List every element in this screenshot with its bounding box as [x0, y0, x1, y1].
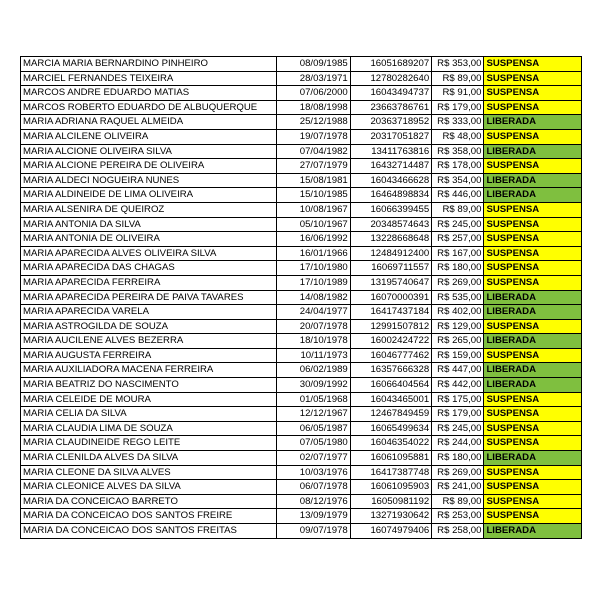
birth-date-cell: 30/09/1992	[277, 378, 350, 393]
table-row	[21, 305, 582, 320]
table-row	[21, 261, 582, 276]
birth-date-cell: 09/07/1978	[277, 524, 350, 539]
birth-date-cell: 01/05/1968	[277, 392, 350, 407]
name-cell: MARIA CELIA DA SILVA	[21, 407, 277, 422]
birth-date-cell: 17/10/1989	[277, 275, 350, 290]
birth-date-cell: 08/12/1976	[277, 494, 350, 509]
status-cell: SUSPENSA	[484, 392, 582, 407]
table-row	[21, 290, 582, 305]
status-cell: SUSPENSA	[484, 465, 582, 480]
spreadsheet	[20, 56, 582, 539]
id-number-cell: 16061095881	[350, 451, 431, 466]
value-cell: R$ 89,00	[432, 202, 484, 217]
table-row	[21, 465, 582, 480]
id-number-cell: 16069711557	[350, 261, 431, 276]
id-number-cell: 16417437184	[350, 305, 431, 320]
status-cell: SUSPENSA	[484, 407, 582, 422]
value-cell: R$ 180,00	[432, 451, 484, 466]
birth-date-cell: 24/04/1977	[277, 305, 350, 320]
name-cell: MARCIEL FERNANDES TEIXEIRA	[21, 71, 277, 86]
table-row	[21, 524, 582, 539]
name-cell: MARIA ALCIONE PEREIRA DE OLIVEIRA	[21, 159, 277, 174]
name-cell: MARIA CLEONE DA SILVA ALVES	[21, 465, 277, 480]
birth-date-cell: 10/08/1967	[277, 202, 350, 217]
table-row	[21, 115, 582, 130]
value-cell: R$ 535,00	[432, 290, 484, 305]
value-cell: R$ 402,00	[432, 305, 484, 320]
birth-date-cell: 15/10/1985	[277, 188, 350, 203]
status-cell: LIBERADA	[484, 451, 582, 466]
id-number-cell: 12991507812	[350, 319, 431, 334]
status-cell: SUSPENSA	[484, 71, 582, 86]
id-number-cell: 16066404564	[350, 378, 431, 393]
birth-date-cell: 02/07/1977	[277, 451, 350, 466]
status-cell: SUSPENSA	[484, 509, 582, 524]
id-number-cell: 16464898834	[350, 188, 431, 203]
status-cell: SUSPENSA	[484, 232, 582, 247]
birth-date-cell: 06/07/1978	[277, 480, 350, 495]
name-cell: MARIA ALDINEIDE DE LIMA OLIVEIRA	[21, 188, 277, 203]
birth-date-cell: 05/10/1967	[277, 217, 350, 232]
status-cell: SUSPENSA	[484, 100, 582, 115]
value-cell: R$ 89,00	[432, 494, 484, 509]
birth-date-cell: 10/03/1976	[277, 465, 350, 480]
table-row	[21, 86, 582, 101]
status-cell: LIBERADA	[484, 188, 582, 203]
name-cell: MARIA ALSENIRA DE QUEIROZ	[21, 202, 277, 217]
status-cell: SUSPENSA	[484, 494, 582, 509]
birth-date-cell: 20/07/1978	[277, 319, 350, 334]
birth-date-cell: 13/09/1979	[277, 509, 350, 524]
status-cell: LIBERADA	[484, 173, 582, 188]
id-number-cell: 13228668648	[350, 232, 431, 247]
table-row	[21, 319, 582, 334]
table-row	[21, 334, 582, 349]
id-number-cell: 20363718952	[350, 115, 431, 130]
birth-date-cell: 07/06/2000	[277, 86, 350, 101]
status-cell: SUSPENSA	[484, 202, 582, 217]
status-cell: SUSPENSA	[484, 480, 582, 495]
id-number-cell: 16046354022	[350, 436, 431, 451]
value-cell: R$ 179,00	[432, 100, 484, 115]
id-number-cell: 13271930642	[350, 509, 431, 524]
id-number-cell: 16051689207	[350, 57, 431, 72]
table-row	[21, 407, 582, 422]
value-cell: R$ 265,00	[432, 334, 484, 349]
value-cell: R$ 269,00	[432, 275, 484, 290]
value-cell: R$ 48,00	[432, 129, 484, 144]
name-cell: MARIA ANTONIA DE OLIVEIRA	[21, 232, 277, 247]
table-row	[21, 144, 582, 159]
name-cell: MARIA BEATRIZ DO NASCIMENTO	[21, 378, 277, 393]
name-cell: MARIA CELEIDE DE MOURA	[21, 392, 277, 407]
table-row	[21, 392, 582, 407]
id-number-cell: 20348574643	[350, 217, 431, 232]
table-row	[21, 509, 582, 524]
id-number-cell: 16066399455	[350, 202, 431, 217]
id-number-cell: 16046777462	[350, 348, 431, 363]
id-number-cell: 13195740647	[350, 275, 431, 290]
birth-date-cell: 16/06/1992	[277, 232, 350, 247]
name-cell: MARIA ASTROGILDA DE SOUZA	[21, 319, 277, 334]
name-cell: MARCOS ANDRE EDUARDO MATIAS	[21, 86, 277, 101]
birth-date-cell: 19/07/1978	[277, 129, 350, 144]
birth-date-cell: 27/07/1979	[277, 159, 350, 174]
status-cell: LIBERADA	[484, 378, 582, 393]
id-number-cell: 20317051827	[350, 129, 431, 144]
id-number-cell: 12780282640	[350, 71, 431, 86]
status-cell: LIBERADA	[484, 363, 582, 378]
value-cell: R$ 159,00	[432, 348, 484, 363]
table-row	[21, 480, 582, 495]
birth-date-cell: 16/01/1966	[277, 246, 350, 261]
status-cell: LIBERADA	[484, 290, 582, 305]
name-cell: MARIA CLAUDIA LIMA DE SOUZA	[21, 421, 277, 436]
table-row	[21, 159, 582, 174]
name-cell: MARIA DA CONCEICAO DOS SANTOS FREITAS	[21, 524, 277, 539]
birth-date-cell: 12/12/1967	[277, 407, 350, 422]
table-row	[21, 348, 582, 363]
value-cell: R$ 358,00	[432, 144, 484, 159]
value-cell: R$ 258,00	[432, 524, 484, 539]
name-cell: MARIA ALCIONE OLIVEIRA SILVA	[21, 144, 277, 159]
id-number-cell: 12484912400	[350, 246, 431, 261]
name-cell: MARCOS ROBERTO EDUARDO DE ALBUQUERQUE	[21, 100, 277, 115]
table-body	[21, 57, 582, 539]
table-row	[21, 378, 582, 393]
value-cell: R$ 175,00	[432, 392, 484, 407]
value-cell: R$ 129,00	[432, 319, 484, 334]
name-cell: MARIA AUCILENE ALVES BEZERRA	[21, 334, 277, 349]
name-cell: MARIA CLAUDINEIDE REGO LEITE	[21, 436, 277, 451]
name-cell: MARIA APARECIDA ALVES OLIVEIRA SILVA	[21, 246, 277, 261]
birth-date-cell: 25/12/1988	[277, 115, 350, 130]
id-number-cell: 16061095903	[350, 480, 431, 495]
table-row	[21, 173, 582, 188]
id-number-cell: 16050981192	[350, 494, 431, 509]
value-cell: R$ 447,00	[432, 363, 484, 378]
table-row	[21, 57, 582, 72]
name-cell: MARIA AUGUSTA FERREIRA	[21, 348, 277, 363]
value-cell: R$ 91,00	[432, 86, 484, 101]
name-cell: MARIA AUXILIADORA MACENA FERREIRA	[21, 363, 277, 378]
id-number-cell: 16070000391	[350, 290, 431, 305]
table-row	[21, 421, 582, 436]
value-cell: R$ 442,00	[432, 378, 484, 393]
table-row	[21, 436, 582, 451]
status-cell: SUSPENSA	[484, 275, 582, 290]
value-cell: R$ 178,00	[432, 159, 484, 174]
birth-date-cell: 07/05/1980	[277, 436, 350, 451]
name-cell: MARIA DA CONCEICAO BARRETO	[21, 494, 277, 509]
data-table	[20, 56, 582, 539]
name-cell: MARCIA MARIA BERNARDINO PINHEIRO	[21, 57, 277, 72]
value-cell: R$ 180,00	[432, 261, 484, 276]
value-cell: R$ 353,00	[432, 57, 484, 72]
name-cell: MARIA ALCILENE OLIVEIRA	[21, 129, 277, 144]
status-cell: LIBERADA	[484, 334, 582, 349]
name-cell: MARIA APARECIDA FERREIRA	[21, 275, 277, 290]
id-number-cell: 16002424722	[350, 334, 431, 349]
value-cell: R$ 167,00	[432, 246, 484, 261]
value-cell: R$ 446,00	[432, 188, 484, 203]
table-row	[21, 129, 582, 144]
value-cell: R$ 241,00	[432, 480, 484, 495]
birth-date-cell: 15/08/1981	[277, 173, 350, 188]
id-number-cell: 16417387748	[350, 465, 431, 480]
id-number-cell: 16043494737	[350, 86, 431, 101]
table-row	[21, 494, 582, 509]
status-cell: SUSPENSA	[484, 261, 582, 276]
value-cell: R$ 245,00	[432, 421, 484, 436]
status-cell: SUSPENSA	[484, 348, 582, 363]
id-number-cell: 16065499634	[350, 421, 431, 436]
value-cell: R$ 253,00	[432, 509, 484, 524]
name-cell: MARIA CLENILDA ALVES DA SILVA	[21, 451, 277, 466]
status-cell: LIBERADA	[484, 305, 582, 320]
value-cell: R$ 354,00	[432, 173, 484, 188]
birth-date-cell: 10/11/1973	[277, 348, 350, 363]
status-cell: SUSPENSA	[484, 246, 582, 261]
table-row	[21, 232, 582, 247]
status-cell: SUSPENSA	[484, 421, 582, 436]
id-number-cell: 23663786761	[350, 100, 431, 115]
id-number-cell: 16074979406	[350, 524, 431, 539]
table-row	[21, 451, 582, 466]
birth-date-cell: 17/10/1980	[277, 261, 350, 276]
value-cell: R$ 269,00	[432, 465, 484, 480]
table-row	[21, 217, 582, 232]
value-cell: R$ 244,00	[432, 436, 484, 451]
name-cell: MARIA APARECIDA DAS CHAGAS	[21, 261, 277, 276]
status-cell: LIBERADA	[484, 524, 582, 539]
name-cell: MARIA APARECIDA VARELA	[21, 305, 277, 320]
status-cell: SUSPENSA	[484, 57, 582, 72]
id-number-cell: 13411763816	[350, 144, 431, 159]
id-number-cell: 16043465001	[350, 392, 431, 407]
birth-date-cell: 14/08/1982	[277, 290, 350, 305]
status-cell: SUSPENSA	[484, 129, 582, 144]
name-cell: MARIA ADRIANA RAQUEL ALMEIDA	[21, 115, 277, 130]
value-cell: R$ 179,00	[432, 407, 484, 422]
birth-date-cell: 08/09/1985	[277, 57, 350, 72]
birth-date-cell: 06/02/1989	[277, 363, 350, 378]
table-row	[21, 363, 582, 378]
table-row	[21, 275, 582, 290]
id-number-cell: 12467849459	[350, 407, 431, 422]
value-cell: R$ 333,00	[432, 115, 484, 130]
value-cell: R$ 245,00	[432, 217, 484, 232]
name-cell: MARIA CLEONICE ALVES DA SILVA	[21, 480, 277, 495]
status-cell: SUSPENSA	[484, 217, 582, 232]
table-row	[21, 188, 582, 203]
status-cell: SUSPENSA	[484, 86, 582, 101]
name-cell: MARIA ALDECI NOGUEIRA NUNES	[21, 173, 277, 188]
value-cell: R$ 89,00	[432, 71, 484, 86]
table-row	[21, 202, 582, 217]
name-cell: MARIA APARECIDA PEREIRA DE PAIVA TAVARES	[21, 290, 277, 305]
value-cell: R$ 257,00	[432, 232, 484, 247]
table-row	[21, 246, 582, 261]
status-cell: LIBERADA	[484, 144, 582, 159]
birth-date-cell: 18/10/1978	[277, 334, 350, 349]
id-number-cell: 16432714487	[350, 159, 431, 174]
status-cell: LIBERADA	[484, 115, 582, 130]
name-cell: MARIA ANTONIA DA SILVA	[21, 217, 277, 232]
status-cell: SUSPENSA	[484, 319, 582, 334]
status-cell: SUSPENSA	[484, 159, 582, 174]
status-cell: SUSPENSA	[484, 436, 582, 451]
birth-date-cell: 18/08/1998	[277, 100, 350, 115]
name-cell: MARIA DA CONCEICAO DOS SANTOS FREIRE	[21, 509, 277, 524]
id-number-cell: 16043466628	[350, 173, 431, 188]
table-row	[21, 100, 582, 115]
birth-date-cell: 06/05/1987	[277, 421, 350, 436]
id-number-cell: 16357666328	[350, 363, 431, 378]
birth-date-cell: 28/03/1971	[277, 71, 350, 86]
birth-date-cell: 07/04/1982	[277, 144, 350, 159]
table-row	[21, 71, 582, 86]
